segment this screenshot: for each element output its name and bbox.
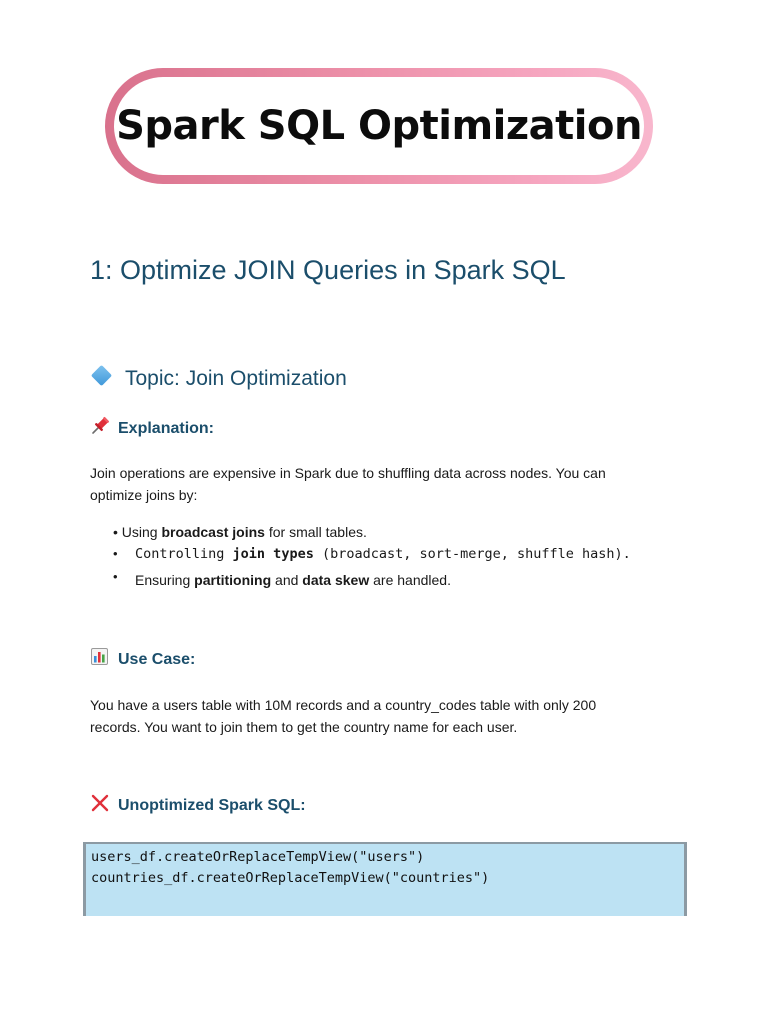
bar-chart-icon bbox=[90, 647, 110, 667]
bullet-text-bold: broadcast joins bbox=[161, 524, 265, 540]
use-case-paragraph: You have a users table with 10M records and a country_codes table with only 200 records. You want to join them to get the country name for each user. bbox=[90, 697, 597, 735]
explanation-paragraph: Join operations are expensive in Spark due to shuffling data across nodes. You can optimize joins by: bbox=[90, 465, 606, 503]
bullet-text-post: (broadcast, sort-merge, shuffle hash). bbox=[313, 546, 631, 562]
bullet-text-post: are handled. bbox=[369, 572, 451, 588]
bullet-item-2 bbox=[113, 546, 631, 562]
use-case-heading-text: Use Case: bbox=[118, 651, 196, 668]
title-banner-inner bbox=[114, 77, 644, 175]
bullet-marker: • bbox=[113, 546, 118, 561]
code-line: countries_df.createOrReplaceTempView("countries") bbox=[91, 870, 490, 886]
explanation-heading bbox=[90, 419, 214, 439]
use-case-heading bbox=[90, 650, 195, 670]
title-banner bbox=[105, 68, 653, 184]
cross-mark-icon bbox=[90, 793, 110, 813]
topic-text: Topic: Join Optimization bbox=[125, 367, 347, 390]
unoptimized-heading-text: Unoptimized Spark SQL: bbox=[118, 797, 306, 814]
bullet-item-3 bbox=[113, 569, 451, 588]
bullet-text-bold-2: data skew bbox=[302, 572, 370, 588]
bullet-text-bold: partitioning bbox=[194, 572, 272, 588]
blue-diamond-icon bbox=[91, 364, 112, 385]
bullet-marker: • bbox=[113, 569, 118, 584]
bullet-item-1 bbox=[113, 524, 367, 540]
code-line: users_df.createOrReplaceTempView("users") bbox=[91, 849, 425, 865]
unoptimized-heading bbox=[90, 796, 306, 816]
topic-heading bbox=[90, 364, 347, 394]
explanation-heading-text: Explanation: bbox=[118, 420, 215, 437]
bullet-text-pre: Controlling bbox=[135, 546, 233, 562]
bullet-text-pre: Using bbox=[121, 524, 162, 540]
pushpin-icon bbox=[90, 416, 110, 436]
bullet-text-pre: Ensuring bbox=[135, 572, 195, 588]
bullet-text-mid: and bbox=[271, 572, 303, 588]
section-heading: 1: Optimize JOIN Queries in Spark SQL bbox=[90, 255, 566, 285]
bullet-text-post: for small tables. bbox=[264, 524, 367, 540]
code-block bbox=[83, 842, 687, 916]
bullet-text-bold: join types bbox=[232, 546, 314, 562]
bullet-marker: • bbox=[113, 524, 118, 540]
page-title: Spark SQL Optimization bbox=[116, 103, 642, 149]
